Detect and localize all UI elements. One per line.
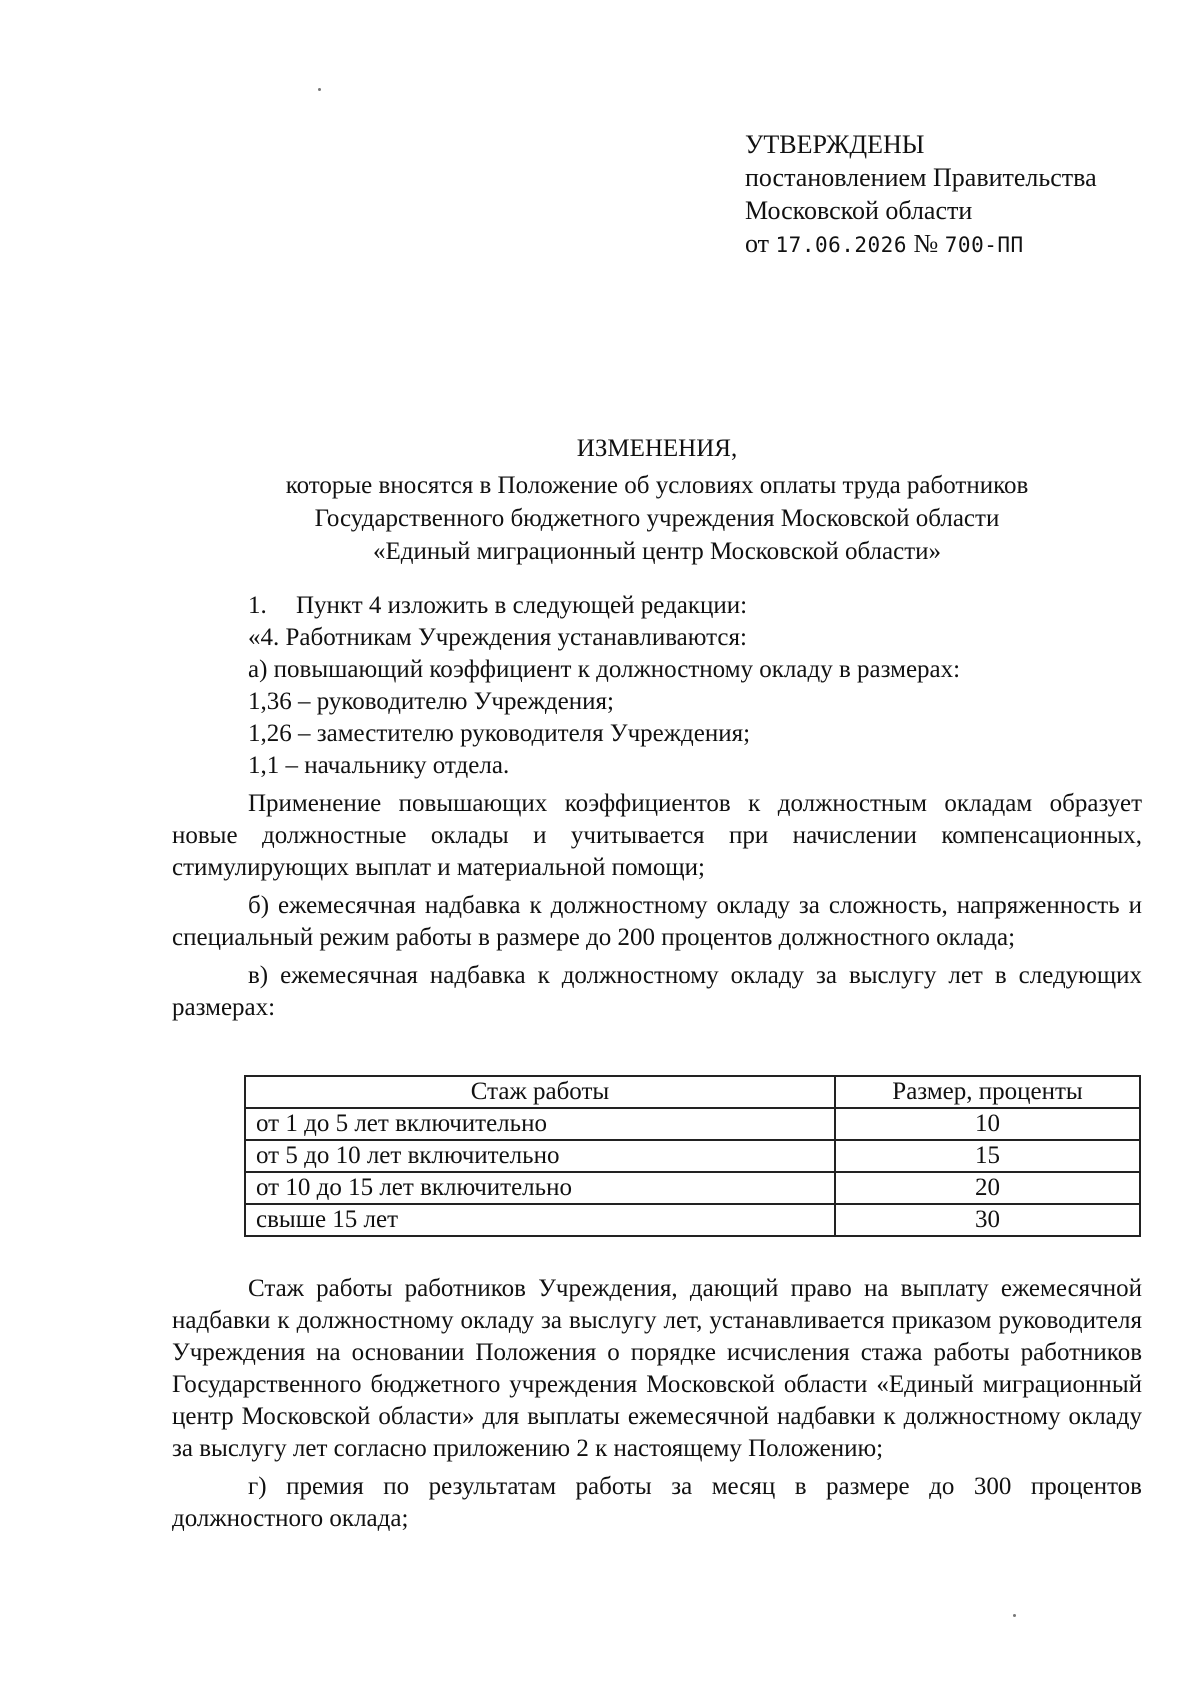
coefficient-2: 1,26 – заместителю руководителя Учреждения;: [248, 720, 751, 747]
approval-line-1: постановлением Правительства: [745, 163, 1097, 192]
document-body-continued: [172, 1273, 1142, 1535]
table-row: [245, 1140, 1140, 1172]
subitem-g: г) премия по результатам работы за месяц в размере до 300 процентов должностного оклада;: [172, 1473, 1142, 1532]
date-prefix: от: [745, 229, 770, 258]
approval-line-2: Московской области: [745, 196, 973, 225]
header-seniority: Стаж работы: [245, 1076, 835, 1108]
seniority-percent: 15: [835, 1140, 1140, 1172]
scan-speck: [1013, 1614, 1016, 1617]
subitem-a: а) повышающий коэффициент к должностному окладу в размерах:: [248, 656, 961, 683]
seniority-period: от 1 до 5 лет включительно: [245, 1108, 835, 1140]
seniority-percent: 20: [835, 1172, 1140, 1204]
item-1-number: 1.: [248, 592, 267, 619]
subtitle-line-1: которые вносятся в Положение об условиях оплаты труда работников: [285, 472, 1029, 499]
seniority-percent: 30: [835, 1204, 1140, 1236]
item-1: [248, 590, 1142, 622]
seniority-period: от 10 до 15 лет включительно: [245, 1172, 835, 1204]
table-header-row: [245, 1076, 1140, 1108]
table-row: [245, 1204, 1140, 1236]
paragraph-4-intro: «4. Работникам Учреждения устанавливаются:: [248, 624, 747, 651]
document-body: [172, 590, 1142, 1024]
decree-date: 17.06.2026: [775, 233, 907, 257]
document-heading: [172, 432, 1142, 568]
approval-date-line: [745, 227, 1165, 262]
subitem-b: б) ежемесячная надбавка к должностному окладу за сложность, напряженность и специальный режим работы в размере до 200 процентов должностного оклада;: [172, 892, 1142, 951]
seniority-period: от 5 до 10 лет включительно: [245, 1140, 835, 1172]
approval-title: УТВЕРЖДЕНЫ: [745, 130, 925, 159]
subtitle-line-3: «Единый миграционный центр Московской области»: [372, 538, 942, 565]
seniority-table: [244, 1075, 1141, 1237]
item-1-text: Пункт 4 изложить в следующей редакции:: [296, 592, 748, 619]
header-percent: Размер, проценты: [835, 1076, 1140, 1108]
scan-speck: [318, 88, 321, 91]
seniority-period: свыше 15 лет: [245, 1204, 835, 1236]
coefficient-1: 1,36 – руководителю Учреждения;: [248, 688, 614, 715]
table-row: [245, 1172, 1140, 1204]
seniority-percent: 10: [835, 1108, 1140, 1140]
subitem-v: в) ежемесячная надбавка к должностному окладу за выслугу лет в следующих размерах:: [172, 962, 1142, 1021]
number-sign: №: [913, 229, 939, 258]
paragraph-seniority: Стаж работы работников Учреждения, дающий право на выплату ежемесячной надбавки к должностному окладу за выслугу лет, устанавливается приказом руководителя Учреждения на основании Положения о порядке исчисления стажа работы работников Государственного бюджетного учреждения Московской области «Единый миграционный центр Московской области» для выплаты ежемесячной надбавки к должностному окладу за выслугу лет согласно приложению 2 к настоящему Положению;: [172, 1275, 1142, 1462]
document-title: ИЗМЕНЕНИЯ,: [576, 435, 738, 462]
paragraph-apply: Применение повышающих коэффициентов к должностным окладам образует новые должностные оклады и учитывается при начислении компенсационных, стимулирующих выплат и материальной помощи;: [172, 790, 1142, 881]
approval-block: [745, 128, 1165, 262]
subtitle-line-2: Государственного бюджетного учреждения Московской области: [314, 505, 1000, 532]
coefficient-3: 1,1 – начальнику отдела.: [248, 752, 510, 779]
table-row: [245, 1108, 1140, 1140]
decree-number: 700-ПП: [944, 233, 1024, 257]
